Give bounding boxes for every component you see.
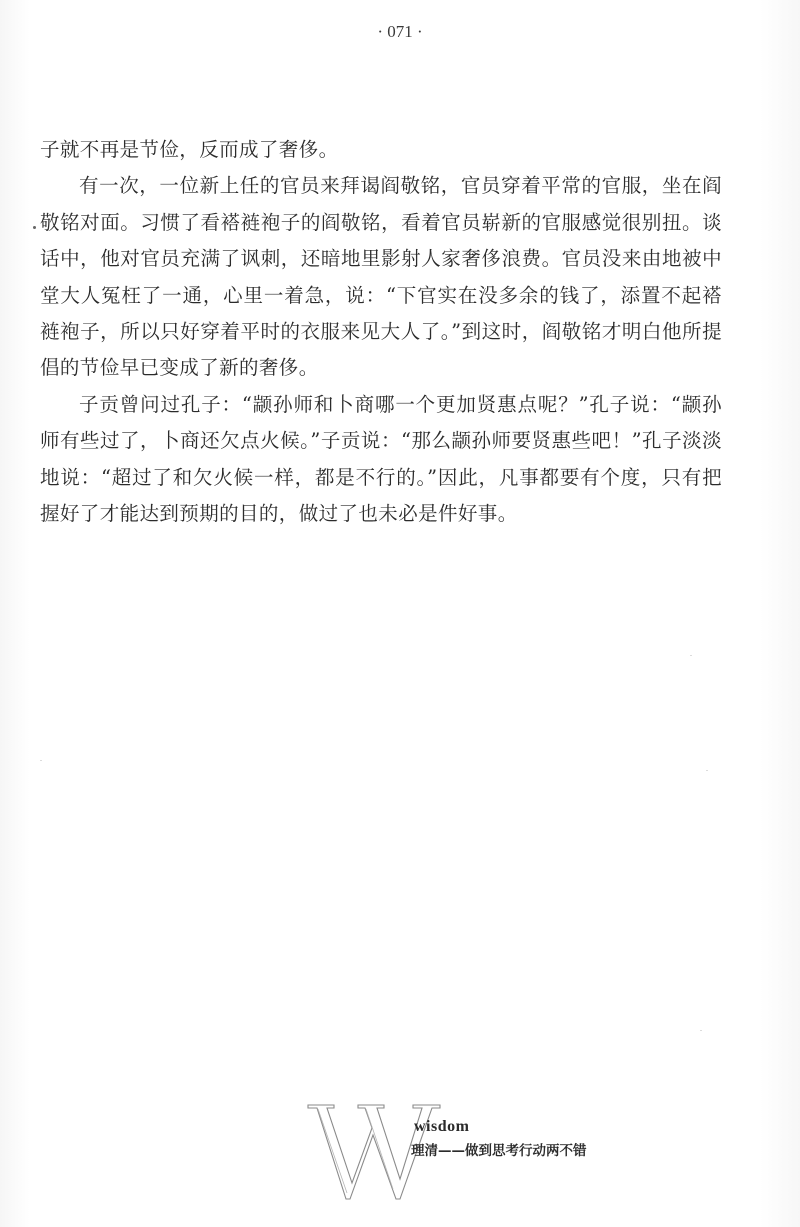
paragraph-3: 子贡曾问过孔子：“颛孙师和卜商哪一个更加贤惠点呢？”孔子说：“颛孙师有些过了，卜商还欠点火候。”子贡说：“那么颛孙师要贤惠些吧！”孔子淡淡地说：“超过了和欠火候一样，都是不行的。”因此，凡事都要有个度，只有把握好了才能达到预期的目的，做过了也未必是件好事。 (40, 392, 722, 526)
paragraph-2: 有一次，一位新上任的官员来拜谒阎敬铭，官员穿着平常的官服，坐在阎敬铭对面。习惯了看褡裢袍子的阎敬铭，看着官员崭新的官服感觉很别扭。谈话中，他对官员充满了讽刺，还暗地里影射人家奢侈浪费。官员没来由地被中堂大人冤枉了一通，心里一着急，说：“下官实在没多余的钱了，添置不起褡裢袍子，所以只好穿着平时的衣服来见大人了。”到这时，阎敬铭才明白他所提倡的节俭早已变成了新的奢侈。 (40, 174, 722, 380)
logo-word: wisdom (414, 1118, 470, 1135)
page-number: · 071 · (377, 22, 423, 41)
series-tagline: 理清——做到思考行动两不错 (411, 1143, 587, 1159)
series-logo (300, 1095, 660, 1205)
scan-mark (33, 226, 36, 229)
paragraph-1: 子就不再是节俭，反而成了奢侈。 (40, 138, 339, 161)
body-text (40, 132, 722, 532)
